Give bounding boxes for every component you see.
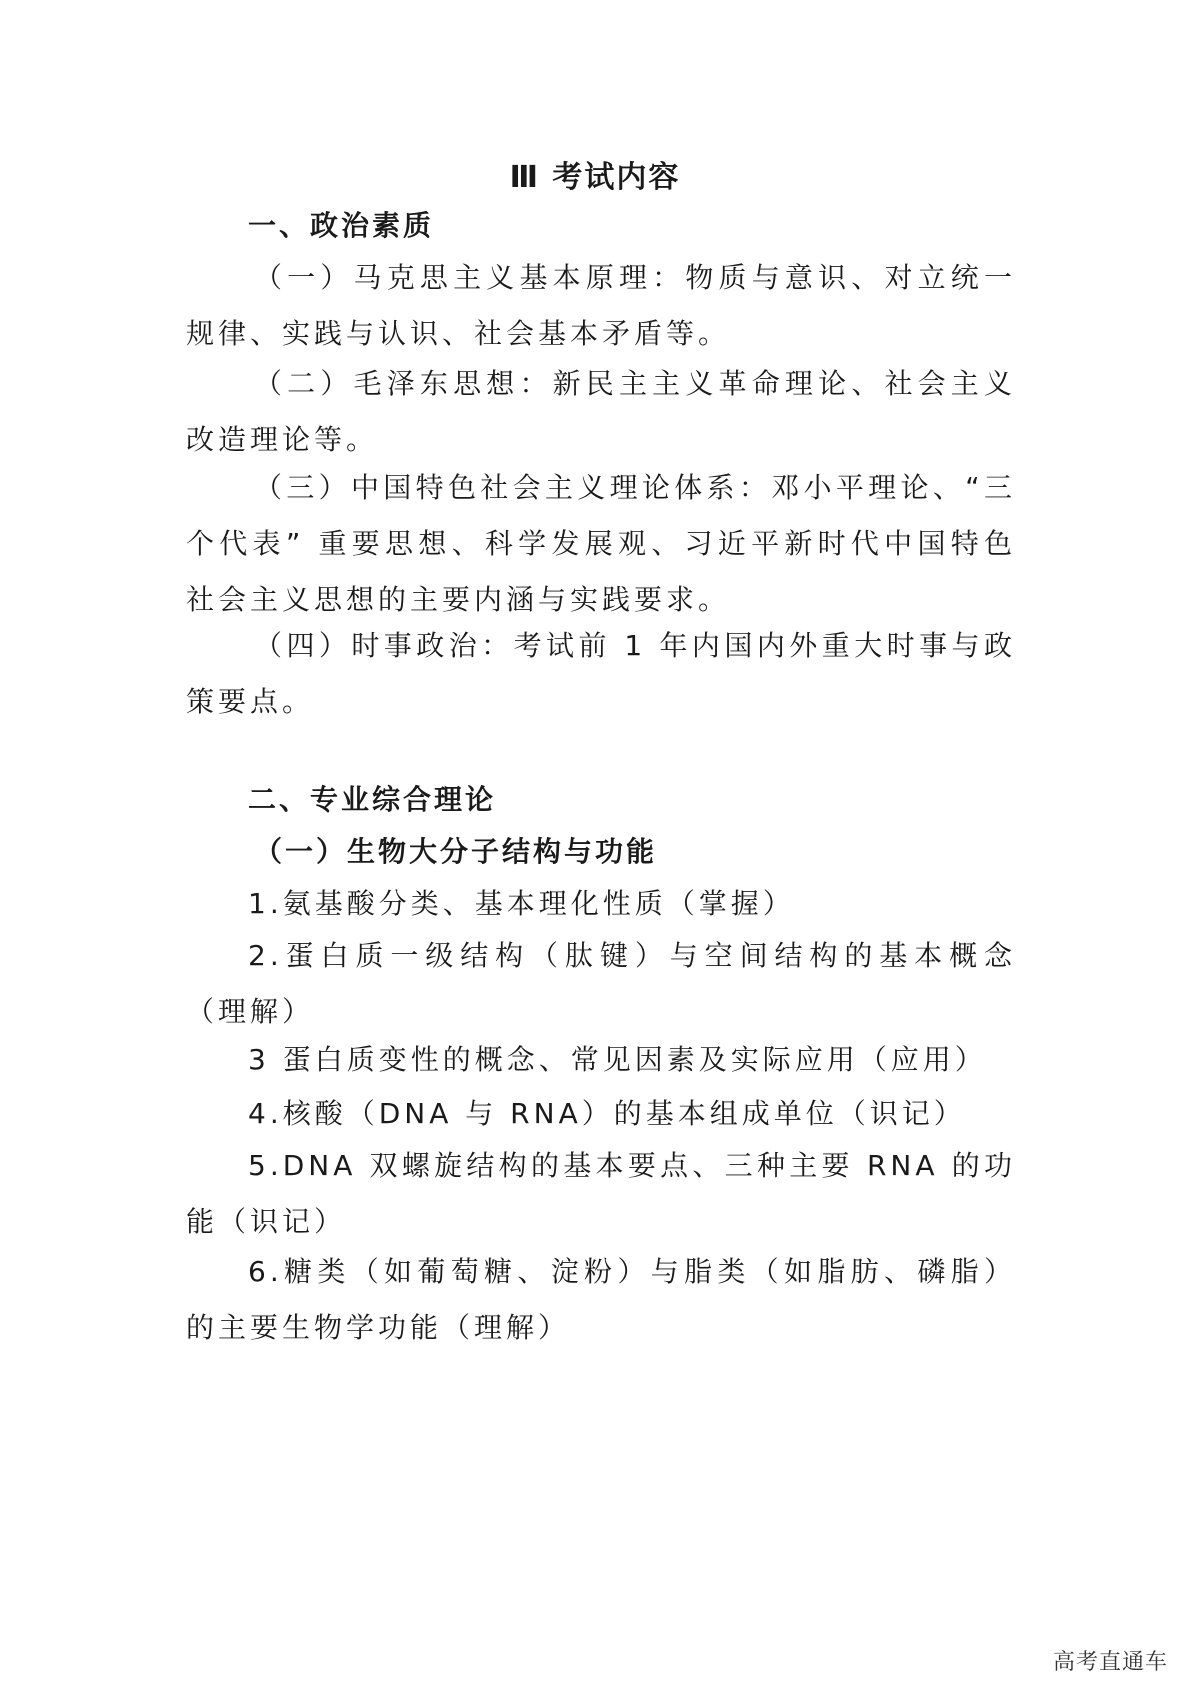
page-title: Ⅲ 考试内容 (509, 160, 681, 195)
section-heading-political: 一、政治素质 (248, 209, 435, 242)
paragraph-mao-thought: （二）毛泽东思想：新民主主义革命理论、社会主义改造理论等。 (186, 367, 1016, 456)
list-item-amino-acids: 1.氨基酸分类、基本理化性质（掌握） (248, 887, 795, 920)
watermark-text: 高考直通车 (1052, 1650, 1168, 1675)
paragraph-marxism: （一）马克思主义基本原理：物质与意识、对立统一规律、实践与认识、社会基本矛盾等。 (186, 261, 1016, 350)
section-heading-professional: 二、专业综合理论 (248, 783, 497, 816)
list-item-protein-structure: 2.蛋白质一级结构（肽键）与空间结构的基本概念（理解） (186, 939, 1016, 1028)
list-item-nucleic-acids: 4.核酸（DNA 与 RNA）的基本组成单位（识记） (248, 1097, 966, 1130)
paragraph-socialism-theory: （三）中国特色社会主义理论体系：邓小平理论、“三个代表” 重要思想、科学发展观、习近平新时代中国特色社会主义思想的主要内涵与实践要求。 (186, 471, 1016, 616)
list-item-dna-helix: 5.DNA 双螺旋结构的基本要点、三种主要 RNA 的功能（识记） (186, 1149, 1016, 1238)
list-item-protein-denaturation: 3 蛋白质变性的概念、常见因素及实际应用（应用） (248, 1043, 987, 1076)
list-item-carbs-lipids: 6.糖类（如葡萄糖、淀粉）与脂类（如脂肪、磷脂）的主要生物学功能（理解） (186, 1255, 1016, 1344)
paragraph-current-affairs: （四）时事政治：考试前 1 年内国内外重大时事与政策要点。 (186, 629, 1016, 718)
subsection-heading-biomolecules: （一）生物大分子结构与功能 (254, 835, 658, 868)
